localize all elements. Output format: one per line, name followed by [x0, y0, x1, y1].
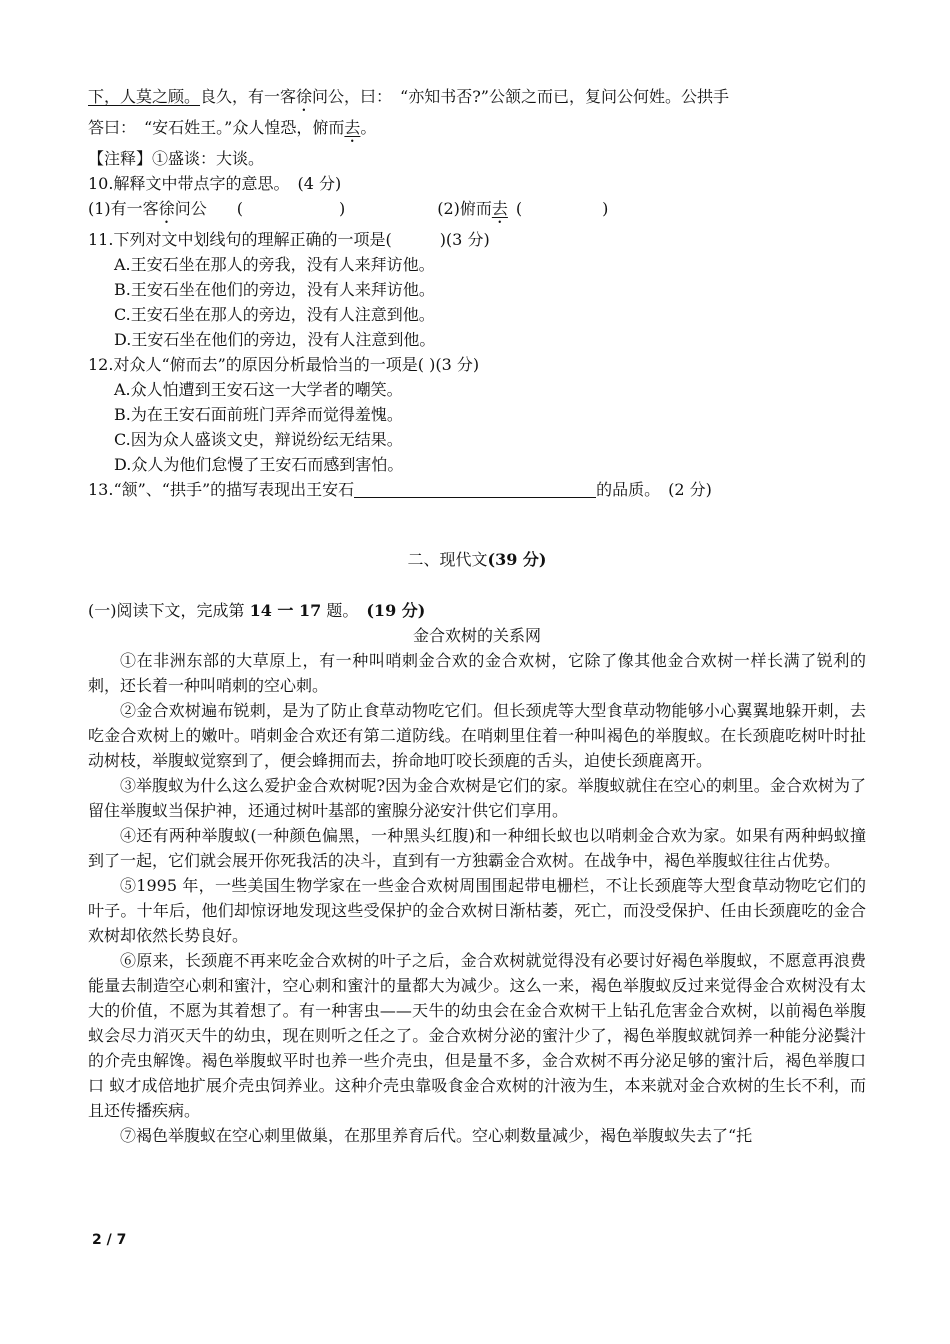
article-paragraph-4: ④还有两种举腹蚁(一种颜色偏黑，一种黑头红腹)和一种细长蚁也以哨刺金合欢为家。如果有两种蚂蚁撞到了一起，它们就会展开你死我活的决斗，直到有一方独霸金合欢树。在战争中，褐色举腹蚁往往占优势。 — [88, 826, 866, 870]
page-number: 2 / 7 — [92, 1232, 127, 1248]
annotation-note: 【注释】①盛谈：大谈。 — [88, 149, 265, 168]
article-paragraph-3: ③举腹蚁为什么这么爱护金合欢树呢?因为金合欢树是它们的家。举腹蚁就住在空心的刺里。金合欢树为了留住举腹蚁当保护神，还通过树叶基部的蜜腺分泌安汁供它们享用。 — [88, 776, 866, 820]
article-title: 金合欢树的关系网 — [412, 626, 541, 645]
page-content — [88, 84, 866, 1148]
question-12-stem: 12.对众人“俯而去”的原因分析最恰当的一项是( )(3 分) — [88, 355, 480, 374]
question-11-option-a[interactable]: A.王安石坐在那人的旁我，没有人来拜访他。 — [114, 255, 435, 274]
dotted-char: 去 — [344, 118, 361, 137]
article-paragraph-5: ⑤1995 年，一些美国生物学家在一些金合欢树周围围起带电栅栏，不让长颈鹿等大型食草动物吃它们的叶子。十年后，他们却惊讶地发现这些受保护的金合欢树日渐枯萎，死亡，而没受保护、任由长颈鹿吃的金合欢树却依然长势良好。 — [88, 876, 866, 945]
passage-line-1: 下，人莫之顾。良久，有一客徐问公，曰： “亦知书否?”公颔之而已，复问公何姓。公拱手 — [88, 87, 729, 106]
question-12-option-c[interactable]: C.因为众人盛谈文史，辩说纷纭无结果。 — [114, 430, 403, 449]
answer-blank-1[interactable]: ( ) — [236, 199, 346, 218]
dotted-char: 徐 — [158, 199, 175, 218]
answer-blank-2[interactable]: ( ) — [515, 199, 609, 218]
question-10-stem: 10.解释文中带点字的意思。 (4 分) — [88, 174, 342, 193]
question-11-option-b[interactable]: B.王安石坐在他们的旁边，没有人来拜访他。 — [114, 280, 435, 299]
article-paragraph-6: ⑥原来，长颈鹿不再来吃金合欢树的叶子之后，金合欢树就觉得没有必要讨好褐色举腹蚁，不愿意再浪费能量去制造空心刺和蜜汁，空心刺和蜜汁的量都大为减少。这么一来，褐色举腹蚁反过来觉得金合欢树没有太大的价值，不愿为其着想了。有一种害虫——天牛的幼虫会在金合欢树干上钻孔危害金合欢树，以前褐色举腹蚁会尽力消灭天牛的幼虫，现在则听之任之了。金合欢树分泌的蜜汁少了，褐色举腹蚁就饲养一种能分泌鬓汁的介壳虫解馋。褐色举腹蚁平时也养一些介壳虫，但是量不多，金合欢树不再分泌足够的蜜汁后，褐色举腹口口 蚁才成倍地扩展介壳虫饲养业。这种介壳虫靠吸食金合欢树的汁液为生，本来就对金合欢树的生长不利，而且还传播疾病。 — [88, 951, 866, 1120]
article-paragraph-2: ②金合欢树遍布锐刺，是为了防止食草动物吃它们。但长颈虎等大型食草动物能够小心翼翼地躲开刺，去吃金合欢树上的嫩叶。哨刺金合欢还有第二道防线。在哨刺里住着一种叫褐色的举腹蚁。在长颈鹿吃树叶时扯动树枝，举腹蚁觉察到了，便会蜂拥而去，拚命地叮咬长颈鹿的舌头，迫使长颈鹿离开。 — [88, 701, 866, 770]
dotted-char: 徐 — [296, 87, 313, 106]
answer-underline-blank[interactable] — [354, 481, 596, 498]
part-1-instruction: (一)阅读下文，完成第 14 一 17 题。 (19 分) — [88, 601, 426, 620]
passage-line-2: 答曰： “安石姓王。”众人惶恐，俯而去。 — [88, 118, 377, 137]
dotted-char: 去 — [491, 199, 508, 218]
section-2-heading: 二、现代文(39 分) — [407, 550, 547, 569]
question-12-option-a[interactable]: A.众人怕遭到王安石这一大学者的嘲笑。 — [114, 380, 403, 399]
question-12-option-d[interactable]: D.众人为他们怠慢了王安石而感到害怕。 — [114, 455, 404, 474]
question-13: 13.“颔”、“拱手”的描写表现出王安石 的品质。 (2 分) — [88, 480, 712, 499]
underlined-sentence: 下，人莫之顾。 — [88, 87, 201, 106]
question-11-option-c[interactable]: C.王安石坐在那人的旁边，没有人注意到他。 — [114, 305, 435, 324]
question-12-option-b[interactable]: B.为在王安石面前班门弄斧而觉得羞愧。 — [114, 405, 403, 424]
article-paragraph-1: ①在非洲东部的大草原上，有一种叫哨刺金合欢的金合欢树，它除了像其他金合欢树一样长满了锐利的刺，还长着一种叫哨刺的空心刺。 — [88, 651, 866, 695]
question-11-stem: 11.下列对文中划线句的理解正确的一项是( )(3 分) — [88, 230, 490, 249]
question-10-items: (1)有一客徐问公 ( ) (2)俯而去 ( ) — [88, 199, 609, 218]
question-11-option-d[interactable]: D.王安石坐在他们的旁边，没有人注意到他。 — [114, 330, 436, 349]
article-paragraph-7: ⑦褐色举腹蚁在空心刺里做巢，在那里养育后代。空心刺数量减少，褐色举腹蚁失去了“托 — [120, 1126, 753, 1145]
